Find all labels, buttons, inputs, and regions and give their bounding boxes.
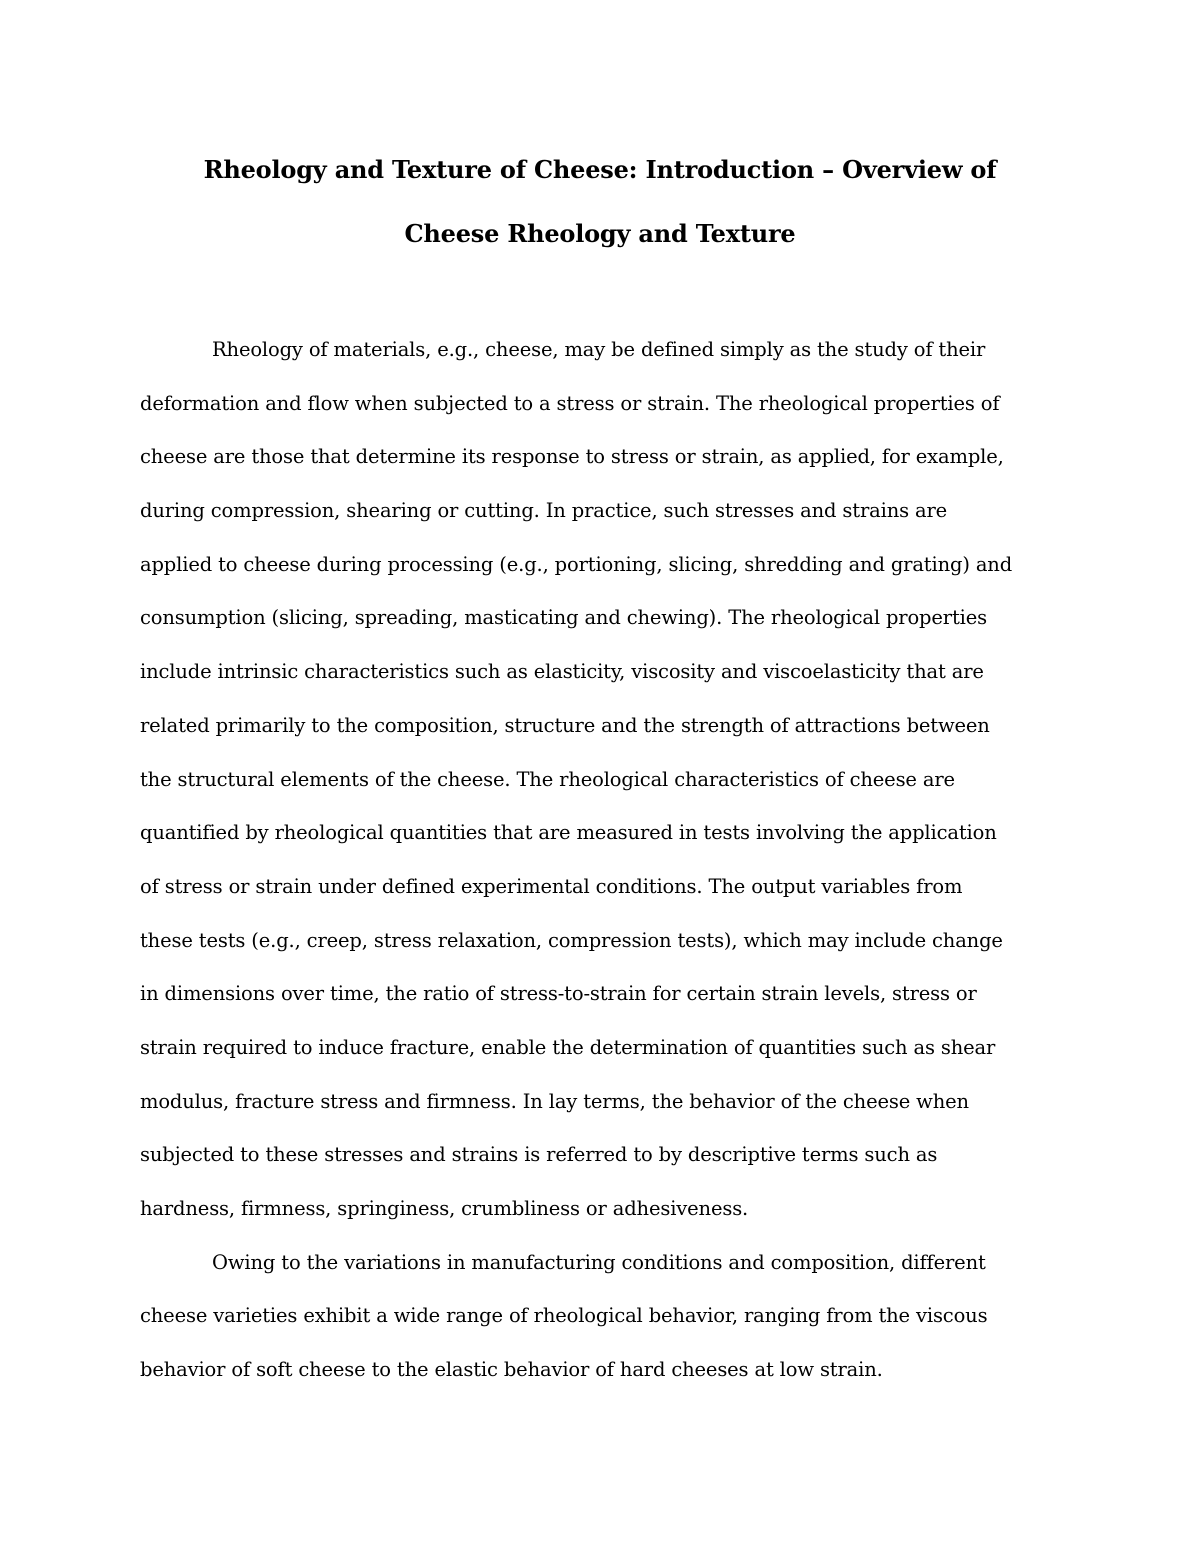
- title-line: Cheese Rheology and Texture: [404, 219, 796, 248]
- paragraph-line: deformation and flow when subjected to a stress or strain. The rheological properties of: [140, 391, 1000, 415]
- document-title: [140, 138, 1060, 266]
- paragraph-1: [140, 323, 1070, 1236]
- paragraph-line: include intrinsic characteristics such as elasticity, viscosity and viscoelasticity that are: [140, 660, 984, 684]
- paragraph-line: Rheology of materials, e.g., cheese, may be defined simply as the study of their: [212, 338, 986, 361]
- paragraph-line: hardness, firmness, springiness, crumbliness or adhesiveness.: [140, 1197, 749, 1220]
- document-body: [140, 323, 1070, 1397]
- paragraph-line: related primarily to the composition, structure and the strength of attractions between: [140, 713, 990, 737]
- paragraph-line: of stress or strain under defined experimental conditions. The output variables from: [140, 874, 963, 898]
- paragraph-line: applied to cheese during processing (e.g., portioning, slicing, shredding and grating) and: [140, 552, 1013, 576]
- paragraph-line: the structural elements of the cheese. The rheological characteristics of cheese are: [140, 767, 955, 791]
- paragraph-line: strain required to induce fracture, enable the determination of quantities such as shear: [140, 1035, 996, 1059]
- paragraph-line: consumption (slicing, spreading, masticating and chewing). The rheological properties: [140, 606, 987, 630]
- paragraph-line: these tests (e.g., creep, stress relaxation, compression tests), which may include change: [140, 928, 1003, 952]
- paragraph-line: behavior of soft cheese to the elastic behavior of hard cheeses at low strain.: [140, 1358, 883, 1382]
- paragraph-line: cheese are those that determine its response to stress or strain, as applied, for example,: [140, 445, 1004, 469]
- paragraph-line: during compression, shearing or cutting. In practice, such stresses and strains are: [140, 499, 948, 523]
- paragraph-line: modulus, fracture stress and firmness. In lay terms, the behavior of the cheese when: [140, 1089, 969, 1113]
- paragraph-line: Owing to the variations in manufacturing conditions and composition, different: [212, 1250, 986, 1274]
- paragraph-2: [140, 1236, 1070, 1397]
- title-line: Rheology and Texture of Cheese: Introduction – Overview of: [203, 155, 997, 184]
- paragraph-line: quantified by rheological quantities that are measured in tests involving the application: [140, 821, 997, 845]
- paragraph-line: cheese varieties exhibit a wide range of rheological behavior, ranging from the viscous: [140, 1304, 988, 1328]
- paragraph-line: in dimensions over time, the ratio of stress-to-strain for certain strain levels, stress or: [140, 982, 977, 1006]
- paragraph-line: subjected to these stresses and strains is referred to by descriptive terms such as: [140, 1143, 938, 1167]
